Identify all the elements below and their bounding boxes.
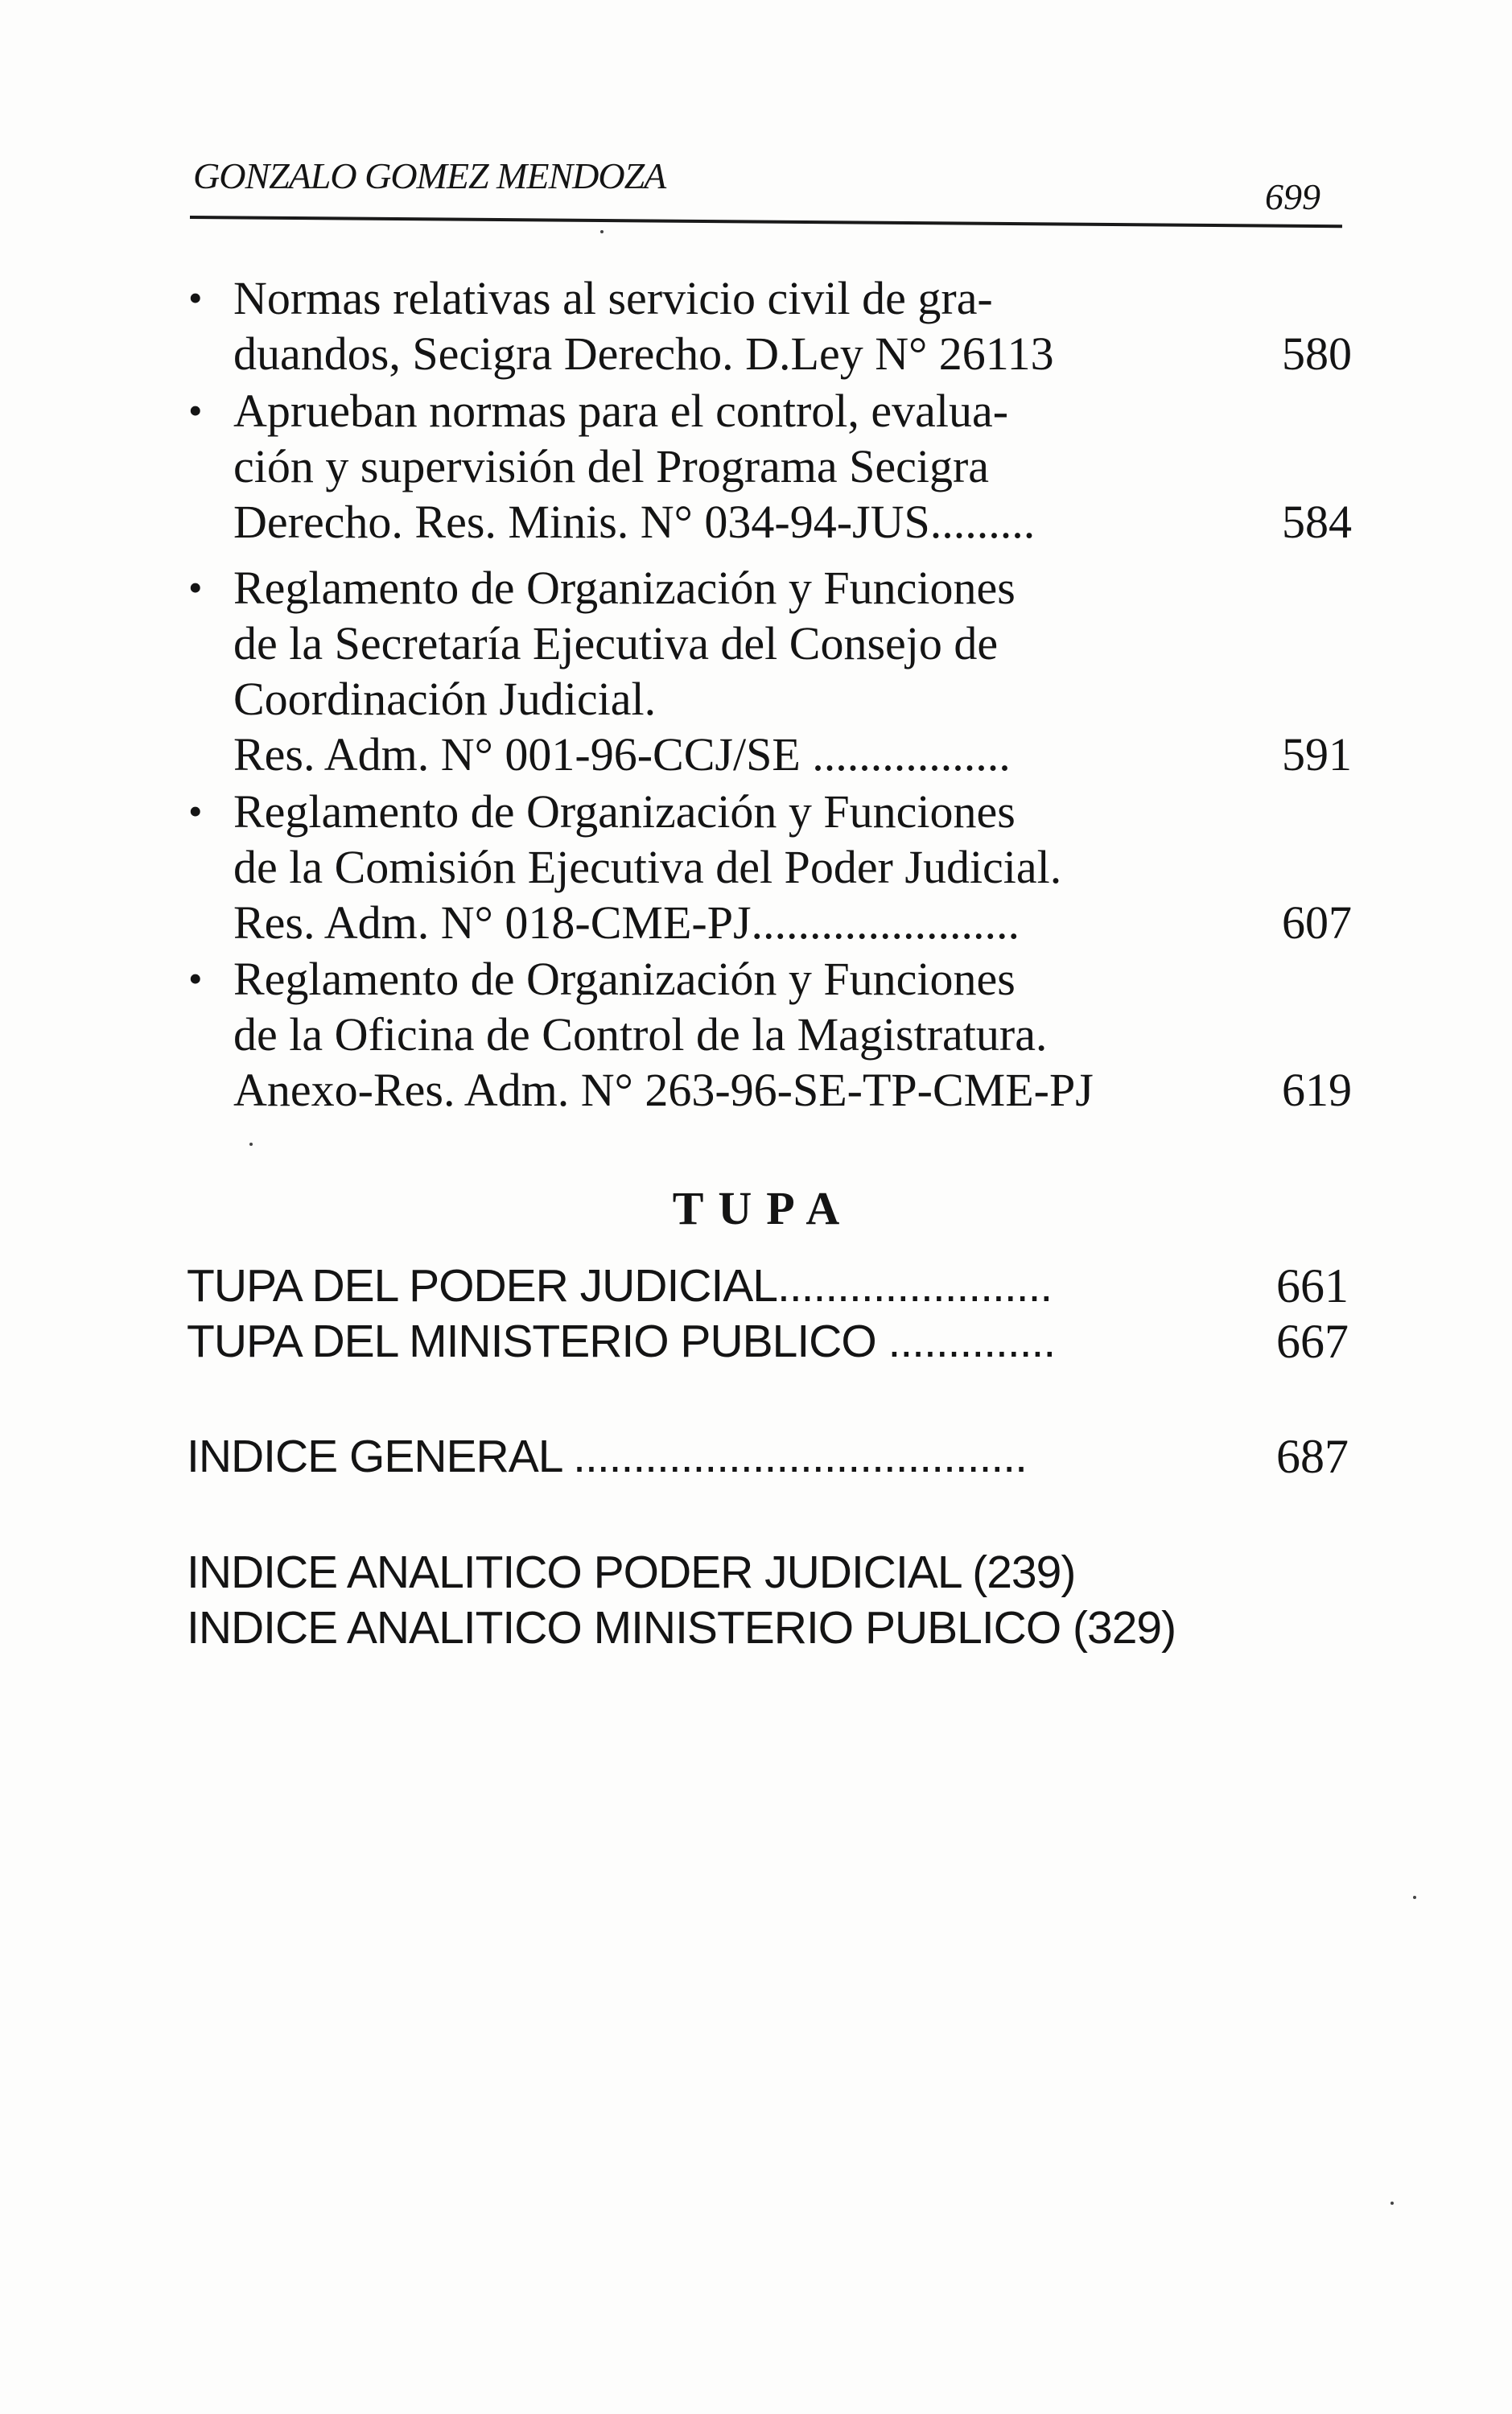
entry-line-text: Res. Adm. N° 018-CME-PJ.......................: [233, 896, 1020, 949]
toc-entry: [188, 560, 1352, 782]
entry-line-last: [233, 895, 1352, 950]
indice-general: [187, 1429, 1349, 1485]
entry-line: Normas relativas al servicio civil de gra-: [233, 272, 993, 324]
entry-page-number: 591: [1282, 728, 1352, 781]
bullet-icon: •: [188, 275, 203, 320]
toc-entry: [188, 383, 1352, 550]
entry-page-number: 607: [1282, 896, 1352, 949]
entry-line-text: duandos, Secigra Derecho. D.Ley N° 26113: [233, 327, 1054, 380]
toc-row-label: TUPA DEL PODER JUDICIAL.......................: [187, 1260, 1053, 1312]
entry-line-text: Res. Adm. N° 001-96-CCJ/SE .................: [233, 728, 1011, 781]
toc-row-page: 667: [1276, 1315, 1349, 1368]
toc-row-label: INDICE GENERAL ......................................: [187, 1431, 1027, 1482]
bullet-icon: •: [188, 565, 203, 610]
entry-line: de la Comisión Ejecutiva del Poder Judicial.: [233, 841, 1062, 893]
entry-line-last: [233, 727, 1352, 782]
scan-speck: [1390, 2202, 1394, 2205]
indices-analiticos: [187, 1545, 1349, 1656]
toc-entry: [188, 784, 1352, 950]
toc-row: [187, 1429, 1349, 1485]
bullet-icon: •: [188, 789, 203, 834]
entry-line: ción y supervisión del Programa Secigra: [233, 440, 990, 492]
page-number: 699: [1265, 176, 1320, 217]
toc-row: [187, 1314, 1349, 1370]
entry-page-number: 584: [1282, 496, 1352, 548]
tupa-list: [187, 1258, 1349, 1370]
toc-row-page: 687: [1276, 1430, 1349, 1483]
scan-speck: [249, 1143, 253, 1146]
entry-line: de la Oficina de Control de la Magistratura.: [233, 1008, 1048, 1061]
running-head-author: GONZALO GOMEZ MENDOZA: [193, 155, 666, 196]
entry-line: Reglamento de Organización y Funciones: [233, 562, 1016, 614]
toc-row: INDICE ANALITICO PODER JUDICIAL (239): [187, 1547, 1076, 1598]
scan-speck: [600, 230, 604, 233]
toc-row: [187, 1258, 1349, 1314]
entry-line: Coordinación Judicial.: [233, 673, 657, 725]
toc-row: INDICE ANALITICO MINISTERIO PUBLICO (329): [187, 1602, 1176, 1654]
toc-entry: [188, 951, 1352, 1118]
entry-line: Reglamento de Organización y Funciones: [233, 785, 1016, 838]
bullet-icon: •: [188, 388, 203, 433]
entry-page-number: 619: [1282, 1064, 1352, 1116]
scan-speck: [1413, 1896, 1416, 1899]
entry-line-last: [233, 494, 1352, 550]
entry-line-text: Derecho. Res. Minis. N° 034-94-JUS.........: [233, 496, 1036, 548]
toc-entry: [188, 270, 1352, 381]
header-rule: [190, 216, 1342, 228]
entry-page-number: 580: [1282, 327, 1352, 380]
entry-line: Aprueban normas para el control, evalua-: [233, 385, 1009, 437]
entry-line: de la Secretaría Ejecutiva del Consejo de: [233, 617, 999, 669]
toc-row-label: TUPA DEL MINISTERIO PUBLICO ..............: [187, 1316, 1056, 1367]
entry-line: Reglamento de Organización y Funciones: [233, 953, 1016, 1005]
entry-line-last: [233, 1062, 1352, 1118]
toc-row-page: 661: [1276, 1259, 1349, 1312]
section-title-tupa: TUPA: [672, 1182, 855, 1234]
entry-line-text: Anexo-Res. Adm. N° 263-96-SE-TP-CME-PJ: [233, 1064, 1094, 1116]
bullet-icon: •: [188, 956, 203, 1001]
entry-line-last: [233, 326, 1352, 381]
